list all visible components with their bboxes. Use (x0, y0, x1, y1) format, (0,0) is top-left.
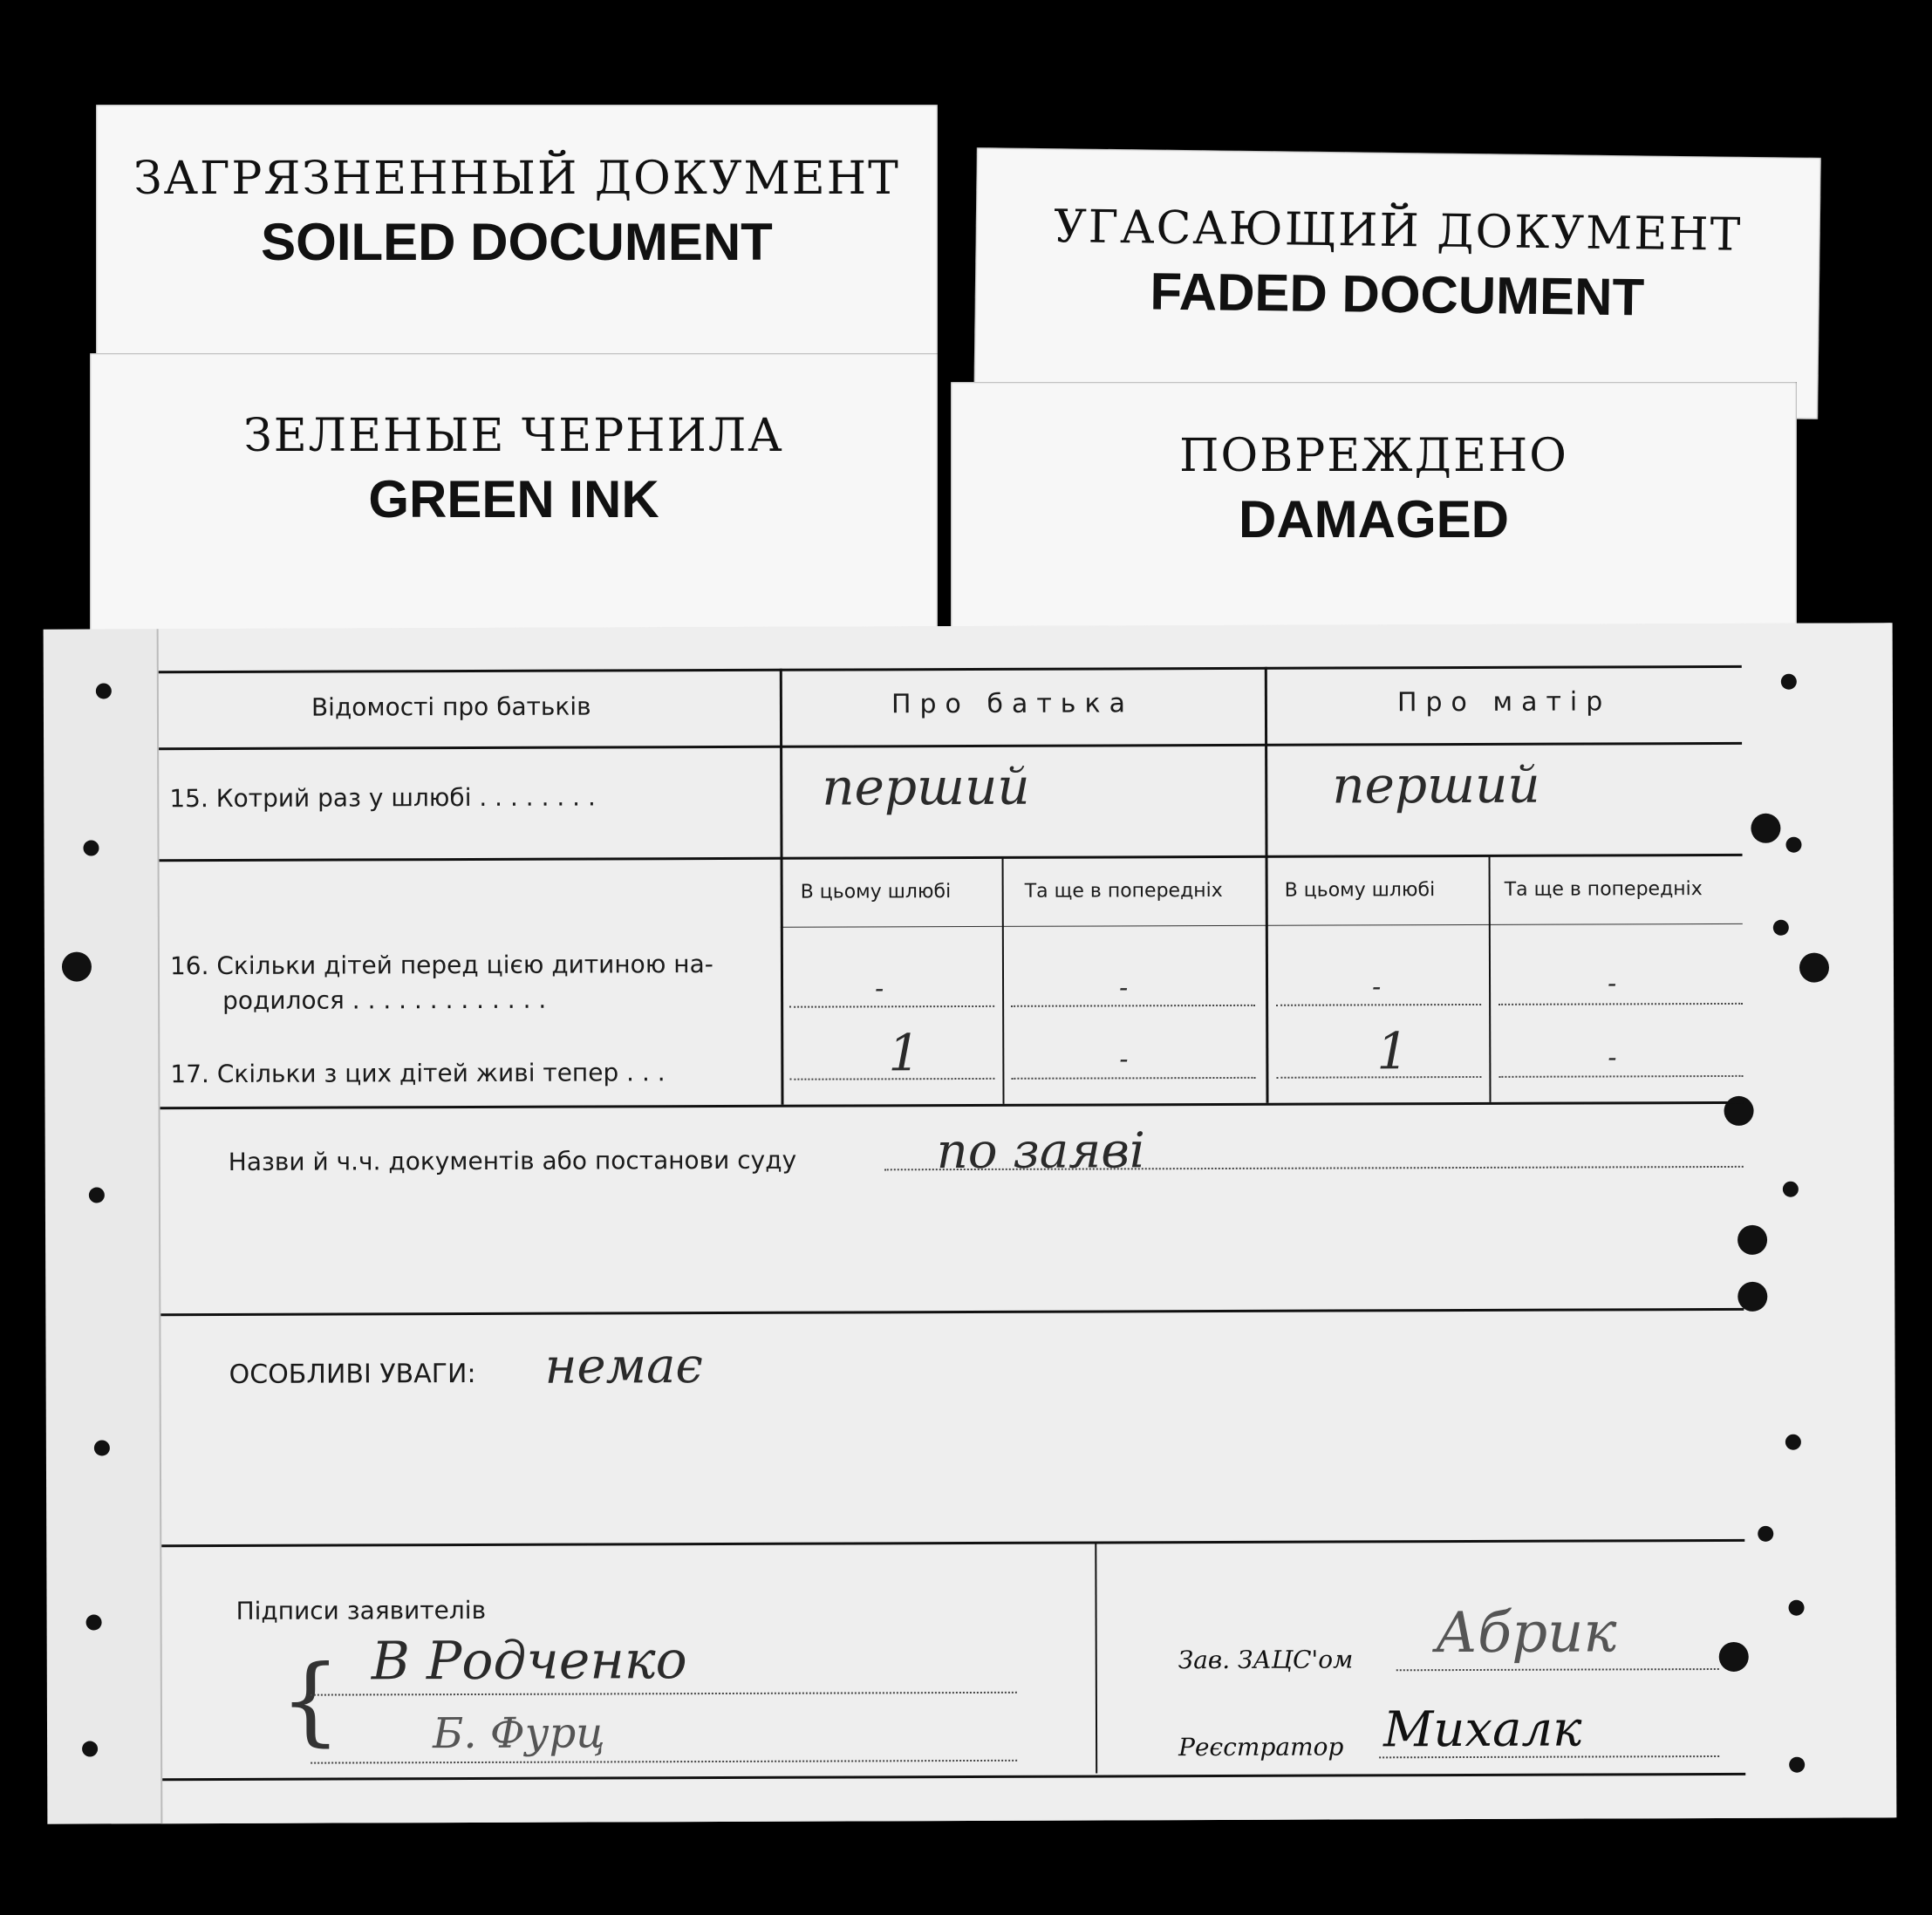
header-parents-info: Відомості про батьків (311, 692, 591, 722)
row15-bottom-rule (160, 854, 1743, 862)
signature1: В Родченко (371, 1630, 687, 1693)
damaged-label-en: DAMAGED (1239, 490, 1509, 549)
punch-hole (62, 952, 92, 982)
punch-hole (1751, 814, 1780, 843)
row15-father-value: перший (822, 756, 1030, 817)
punch-hole (1783, 1182, 1799, 1197)
soiled-label-ru: ЗАГРЯЗНЕННЫЙ ДОКУМЕНТ (133, 153, 900, 205)
signatures-label: Підписи заявителів (236, 1595, 487, 1625)
subhead-mother-this: В цьому шлюбі (1284, 879, 1436, 902)
row17-label: 17. Скільки з цих дітей живі тепер . . . (170, 1058, 666, 1089)
documents-label: Назви й ч.ч. документів або постанови суду (228, 1145, 797, 1176)
row16-mother-this-value: - (1371, 971, 1382, 1003)
subcol-divider (1489, 856, 1492, 1102)
signature2-line (311, 1760, 1017, 1764)
green-label-en: GREEN INK (368, 470, 659, 528)
damaged-card (951, 382, 1797, 644)
punch-hole (96, 683, 112, 699)
documents-value: по заяві (936, 1122, 1145, 1181)
signatures-brace: { (279, 1644, 342, 1756)
punch-hole (1799, 953, 1829, 983)
registration-form-sheet (44, 623, 1895, 1823)
signatures-top-rule (161, 1539, 1744, 1547)
row16-father-prev-value: - (1118, 972, 1129, 1004)
punch-hole (1789, 1757, 1805, 1773)
subhead-father-prev: Та ще в попередніх (1024, 879, 1223, 903)
head-registry-signature: Абрик (1435, 1600, 1617, 1666)
registrar-signature: Михалк (1382, 1700, 1582, 1759)
punch-hole (1781, 674, 1797, 690)
subcol-divider (1002, 858, 1005, 1104)
header-father: Про батька (891, 688, 1135, 720)
punch-hole (94, 1440, 110, 1455)
row17-mother-this-value: 1 (1376, 1021, 1410, 1081)
faded-document-card (973, 147, 1821, 419)
notes-label: ОСОБЛИВІ УВАГИ: (229, 1358, 476, 1390)
table-top-rule (159, 665, 1742, 673)
row17-bottom-rule (160, 1101, 1744, 1109)
subhead-bottom-rule (781, 923, 1743, 928)
punch-hole (1719, 1642, 1749, 1672)
soiled-label-en: SOILED DOCUMENT (261, 213, 773, 271)
subhead-mother-prev: Та ще в попередніх (1504, 878, 1703, 901)
header-bottom-rule (159, 742, 1742, 750)
green-ink-card (90, 353, 938, 641)
signature1-line (311, 1692, 1017, 1696)
punch-hole (1737, 1282, 1767, 1312)
row16-father-this-value: - (874, 973, 884, 1005)
faded-label-en: FADED DOCUMENT (1150, 262, 1645, 327)
col-divider (1265, 667, 1269, 1103)
signature2: Б. Фурц (432, 1708, 605, 1759)
green-label-ru: ЗЕЛЕНЫЕ ЧЕРНИЛА (243, 410, 784, 462)
soiled-document-card (96, 105, 938, 366)
punch-hole (1785, 837, 1801, 853)
notes-top-rule (160, 1308, 1744, 1316)
row16-father-this-line (789, 1005, 994, 1008)
notes-value: немає (544, 1338, 703, 1395)
row16-mother-prev-value: - (1607, 968, 1617, 999)
punch-hole (1785, 1435, 1801, 1450)
punch-hole (82, 1741, 98, 1756)
row16-mother-prev-line (1498, 1003, 1743, 1005)
faded-label-ru: УГАСАЮЩИЙ ДОКУМЕНТ (1053, 201, 1743, 262)
subhead-father-this: В цьому шлюбі (800, 881, 952, 903)
punch-hole (1737, 1225, 1767, 1255)
damaged-label-ru: ПОВРЕЖДЕНО (1179, 430, 1568, 482)
row15-mother-value: перший (1332, 754, 1540, 815)
row16-label-line2: родилося . . . . . . . . . . . . . (222, 985, 547, 1015)
row17-father-prev-line (1011, 1077, 1255, 1080)
punch-hole (89, 1187, 105, 1203)
row17-mother-prev-value: - (1608, 1042, 1617, 1073)
punch-hole (83, 840, 99, 855)
signatures-divider (1095, 1543, 1097, 1773)
registrar-label: Реєстратор (1178, 1732, 1344, 1762)
form-bottom-rule (162, 1773, 1745, 1781)
row17-father-prev-value: - (1119, 1044, 1129, 1075)
row16-father-prev-line (1011, 1005, 1255, 1007)
row17-mother-prev-line (1498, 1075, 1743, 1078)
head-registry-label: Зав. ЗАЦС'ом (1178, 1645, 1354, 1675)
col-divider (780, 669, 784, 1105)
punch-hole (1773, 920, 1789, 936)
row16-mother-this-line (1276, 1004, 1481, 1006)
punch-hole (1758, 1526, 1773, 1542)
punch-hole (1789, 1600, 1805, 1616)
header-mother: Про матір (1396, 686, 1612, 719)
punch-hole (86, 1614, 102, 1630)
row15-label: 15. Котрий раз у шлюбі . . . . . . . . (169, 782, 596, 814)
form-body (157, 623, 1897, 1823)
head-registry-line (1396, 1668, 1719, 1671)
row16-label-line1: 16. Скільки дітей перед цією дитиною на- (169, 950, 713, 981)
row17-father-this-value: 1 (888, 1023, 921, 1083)
